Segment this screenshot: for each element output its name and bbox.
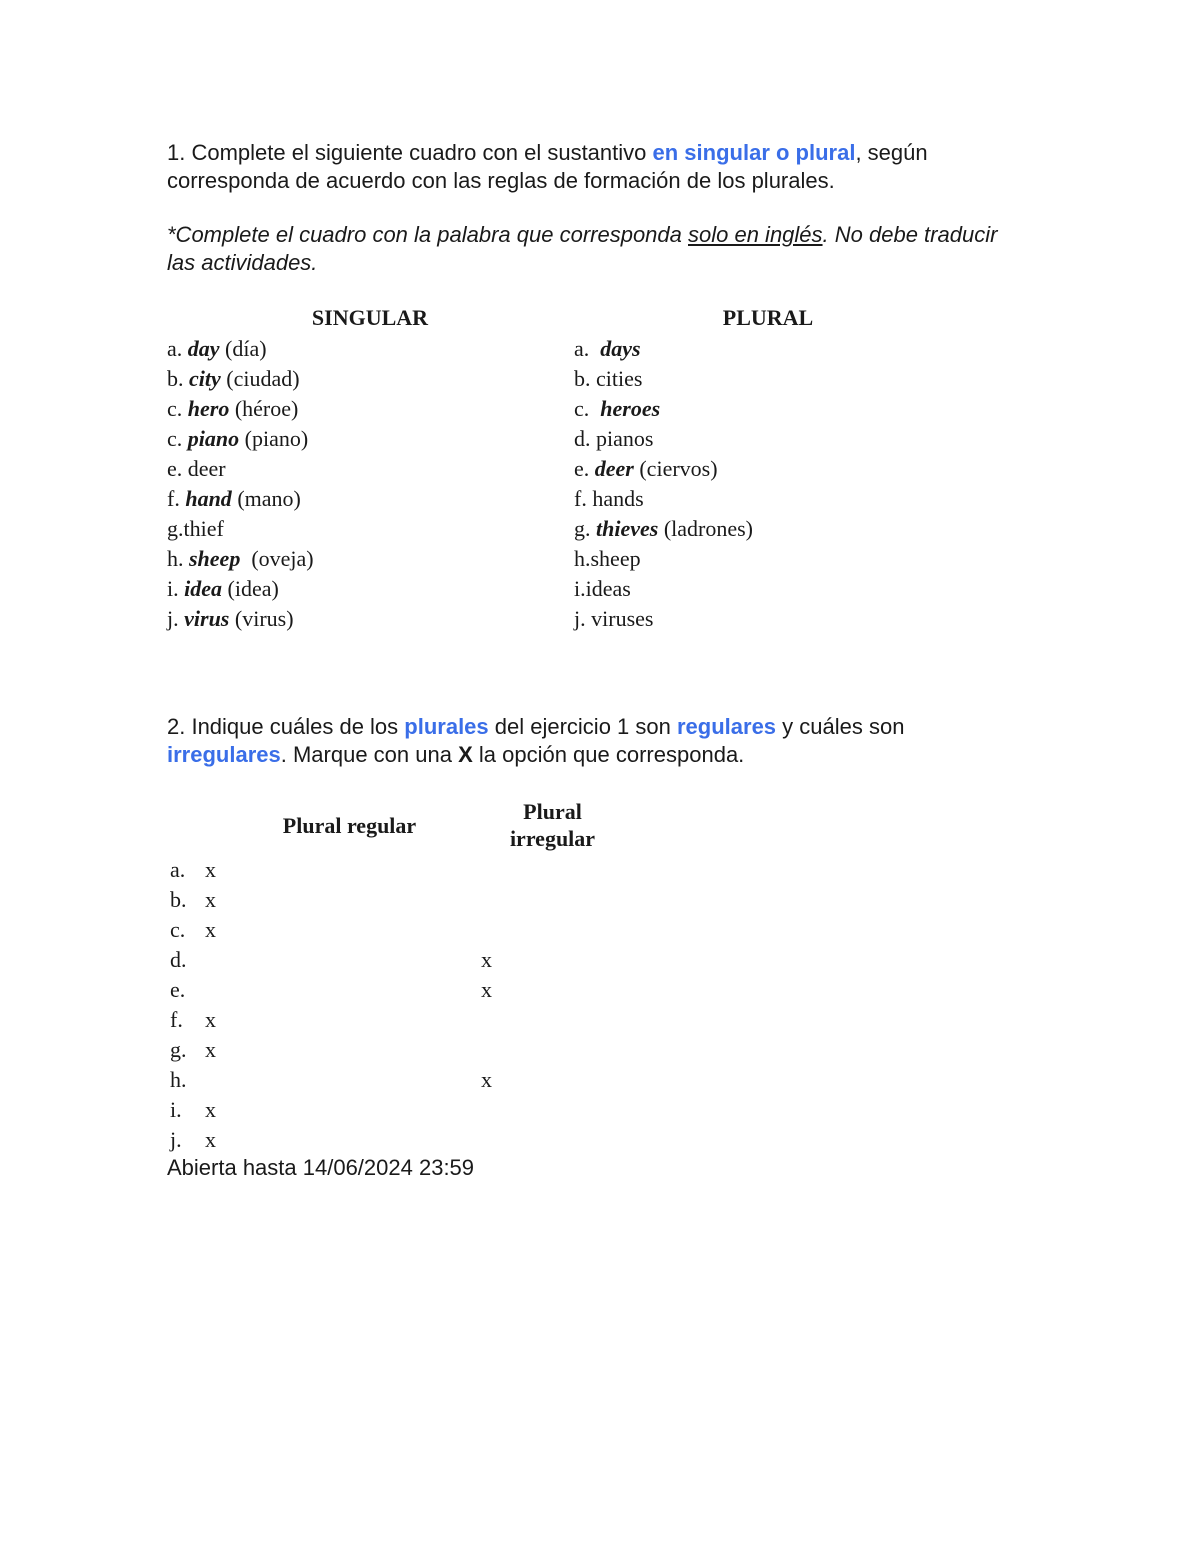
plural-list xyxy=(574,334,753,634)
irregular-mark: x xyxy=(481,1067,492,1092)
table-row-label: i. xyxy=(170,1097,182,1122)
regular-mark: x xyxy=(205,917,216,942)
singular-item xyxy=(167,604,314,634)
regular-mark: x xyxy=(205,1127,216,1152)
plural-item xyxy=(574,454,753,484)
singular-list xyxy=(167,334,314,634)
table-row-label: h. xyxy=(170,1067,187,1092)
question-1-highlight: en singular o plural xyxy=(652,140,856,165)
table-row xyxy=(170,855,570,885)
plural-item-label: i. xyxy=(574,576,586,601)
singular-item-gloss: (día) xyxy=(219,336,267,361)
table-row xyxy=(170,975,570,1005)
singular-item-label: c. xyxy=(167,426,188,451)
plural-item-label: c. xyxy=(574,396,601,421)
question-2 xyxy=(167,713,1007,769)
plural-item-word: deer xyxy=(594,456,634,481)
table-row-label: j. xyxy=(170,1127,182,1152)
table-row xyxy=(170,1065,570,1095)
plural-item xyxy=(574,514,753,544)
plural-item-label: f. xyxy=(574,486,593,511)
regular-mark: x xyxy=(205,887,216,912)
regular-mark: x xyxy=(205,1097,216,1122)
plural-item-word: days xyxy=(600,336,641,361)
singular-item-word: deer xyxy=(187,456,226,481)
singular-item-label: i. xyxy=(167,576,185,601)
plural-item xyxy=(574,394,753,424)
plural-item-label: b. xyxy=(574,366,596,391)
table-row xyxy=(170,1095,570,1125)
plural-item-label: j. xyxy=(574,606,592,631)
plural-item-word: viruses xyxy=(591,606,654,631)
table-row-label: d. xyxy=(170,947,187,972)
table-row xyxy=(170,945,570,975)
singular-item-label: g. xyxy=(167,516,184,541)
plural-item-word: pianos xyxy=(596,426,654,451)
plural-irregular-header-line2: irregular xyxy=(509,826,596,851)
question-2-text-5: la opción que corresponda. xyxy=(472,742,745,767)
plural-item-word: sheep xyxy=(590,546,641,571)
answer-table xyxy=(170,855,570,1155)
singular-item-label: b. xyxy=(167,366,189,391)
plural-item xyxy=(574,604,753,634)
note-text: *Complete el cuadro con la palabra que corresponda xyxy=(167,222,688,247)
singular-item-word: thief xyxy=(183,516,224,541)
singular-item-label: j. xyxy=(167,606,185,631)
singular-item-gloss: (mano) xyxy=(231,486,301,511)
singular-item-gloss: (héroe) xyxy=(229,396,299,421)
plural-item-gloss: (ladrones) xyxy=(658,516,754,541)
regular-mark: x xyxy=(205,1007,216,1032)
table-row-label: f. xyxy=(170,1007,183,1032)
irregular-mark: x xyxy=(481,947,492,972)
plural-item xyxy=(574,574,753,604)
plural-item xyxy=(574,364,753,394)
singular-item-word: hero xyxy=(187,396,230,421)
plural-irregular-header-line1: Plural xyxy=(523,799,582,824)
singular-item-label: e. xyxy=(167,456,188,481)
table-row xyxy=(170,885,570,915)
plural-item-word: hands xyxy=(592,486,644,511)
bold-x: X xyxy=(458,742,473,767)
singular-item xyxy=(167,454,314,484)
plural-regular-header: Plural regular xyxy=(282,813,417,838)
table-row-label: e. xyxy=(170,977,186,1002)
plural-header: PLURAL xyxy=(722,305,814,330)
singular-header: SINGULAR xyxy=(311,305,429,330)
plural-item-label: g. xyxy=(574,516,596,541)
singular-item xyxy=(167,424,314,454)
singular-item xyxy=(167,334,314,364)
plural-item-word: heroes xyxy=(600,396,661,421)
regular-mark: x xyxy=(205,857,216,882)
table-row-label: a. xyxy=(170,857,186,882)
singular-item-word: piano xyxy=(187,426,240,451)
highlight-regulares: regulares xyxy=(676,714,777,739)
singular-item-word: sheep xyxy=(189,546,241,571)
singular-item xyxy=(167,544,314,574)
instruction-note xyxy=(167,221,1007,277)
question-1 xyxy=(167,139,1007,195)
deadline-text: Abierta hasta 14/06/2024 23:59 xyxy=(167,1155,475,1180)
singular-item xyxy=(167,484,314,514)
singular-item-word: city xyxy=(189,366,221,391)
singular-item-gloss: (virus) xyxy=(229,606,294,631)
singular-item xyxy=(167,574,314,604)
plural-item-label: d. xyxy=(574,426,596,451)
table-row-label: g. xyxy=(170,1037,187,1062)
plural-item xyxy=(574,334,753,364)
singular-item-label: a. xyxy=(167,336,188,361)
plural-item xyxy=(574,484,753,514)
highlight-irregulares: irregulares xyxy=(167,742,281,767)
singular-item-gloss: (idea) xyxy=(222,576,279,601)
singular-item-label: h. xyxy=(167,546,189,571)
plural-item xyxy=(574,544,753,574)
singular-item-word: day xyxy=(187,336,220,361)
plural-item xyxy=(574,424,753,454)
question-1-text: 1. Complete el siguiente cuadro con el sustantivo xyxy=(167,140,653,165)
singular-item-word: hand xyxy=(185,486,232,511)
regular-mark: x xyxy=(205,1037,216,1062)
question-2-text-2: del ejercicio 1 son xyxy=(488,714,677,739)
plural-item-label: h. xyxy=(574,546,591,571)
plural-item-word: thieves xyxy=(596,516,659,541)
plural-irregular-header xyxy=(490,798,615,852)
plural-item-label: a. xyxy=(574,336,601,361)
question-2-text-4: . Marque con una xyxy=(280,742,459,767)
table-row xyxy=(170,1005,570,1035)
highlight-plurales: plurales xyxy=(404,714,489,739)
singular-item-gloss: (ciudad) xyxy=(220,366,300,391)
singular-item xyxy=(167,394,314,424)
note-text-end: . No debe traducir las actividades. xyxy=(167,222,998,275)
plural-item-word: cities xyxy=(596,366,643,391)
singular-item xyxy=(167,514,314,544)
singular-item-word: virus xyxy=(184,606,230,631)
singular-item-word: idea xyxy=(184,576,223,601)
question-2-text: 2. Indique cuáles de los xyxy=(167,714,405,739)
table-row-label: b. xyxy=(170,887,187,912)
singular-item xyxy=(167,364,314,394)
question-1-text-end: , según corresponda de acuerdo con las reglas de formación de los plurales. xyxy=(167,140,928,193)
question-2-text-3: y cuáles son xyxy=(776,714,905,739)
singular-item-gloss: (oveja) xyxy=(240,546,314,571)
singular-item-label: c. xyxy=(167,396,188,421)
note-underlined: solo en inglés xyxy=(688,222,823,247)
table-row-label: c. xyxy=(170,917,186,942)
plural-item-word: ideas xyxy=(585,576,631,601)
plural-item-label: e. xyxy=(574,456,595,481)
table-row xyxy=(170,1035,570,1065)
irregular-mark: x xyxy=(481,977,492,1002)
plural-item-gloss: (ciervos) xyxy=(633,456,718,481)
singular-item-label: f. xyxy=(167,486,186,511)
table-row xyxy=(170,1125,570,1155)
table-row xyxy=(170,915,570,945)
singular-item-gloss: (piano) xyxy=(239,426,309,451)
